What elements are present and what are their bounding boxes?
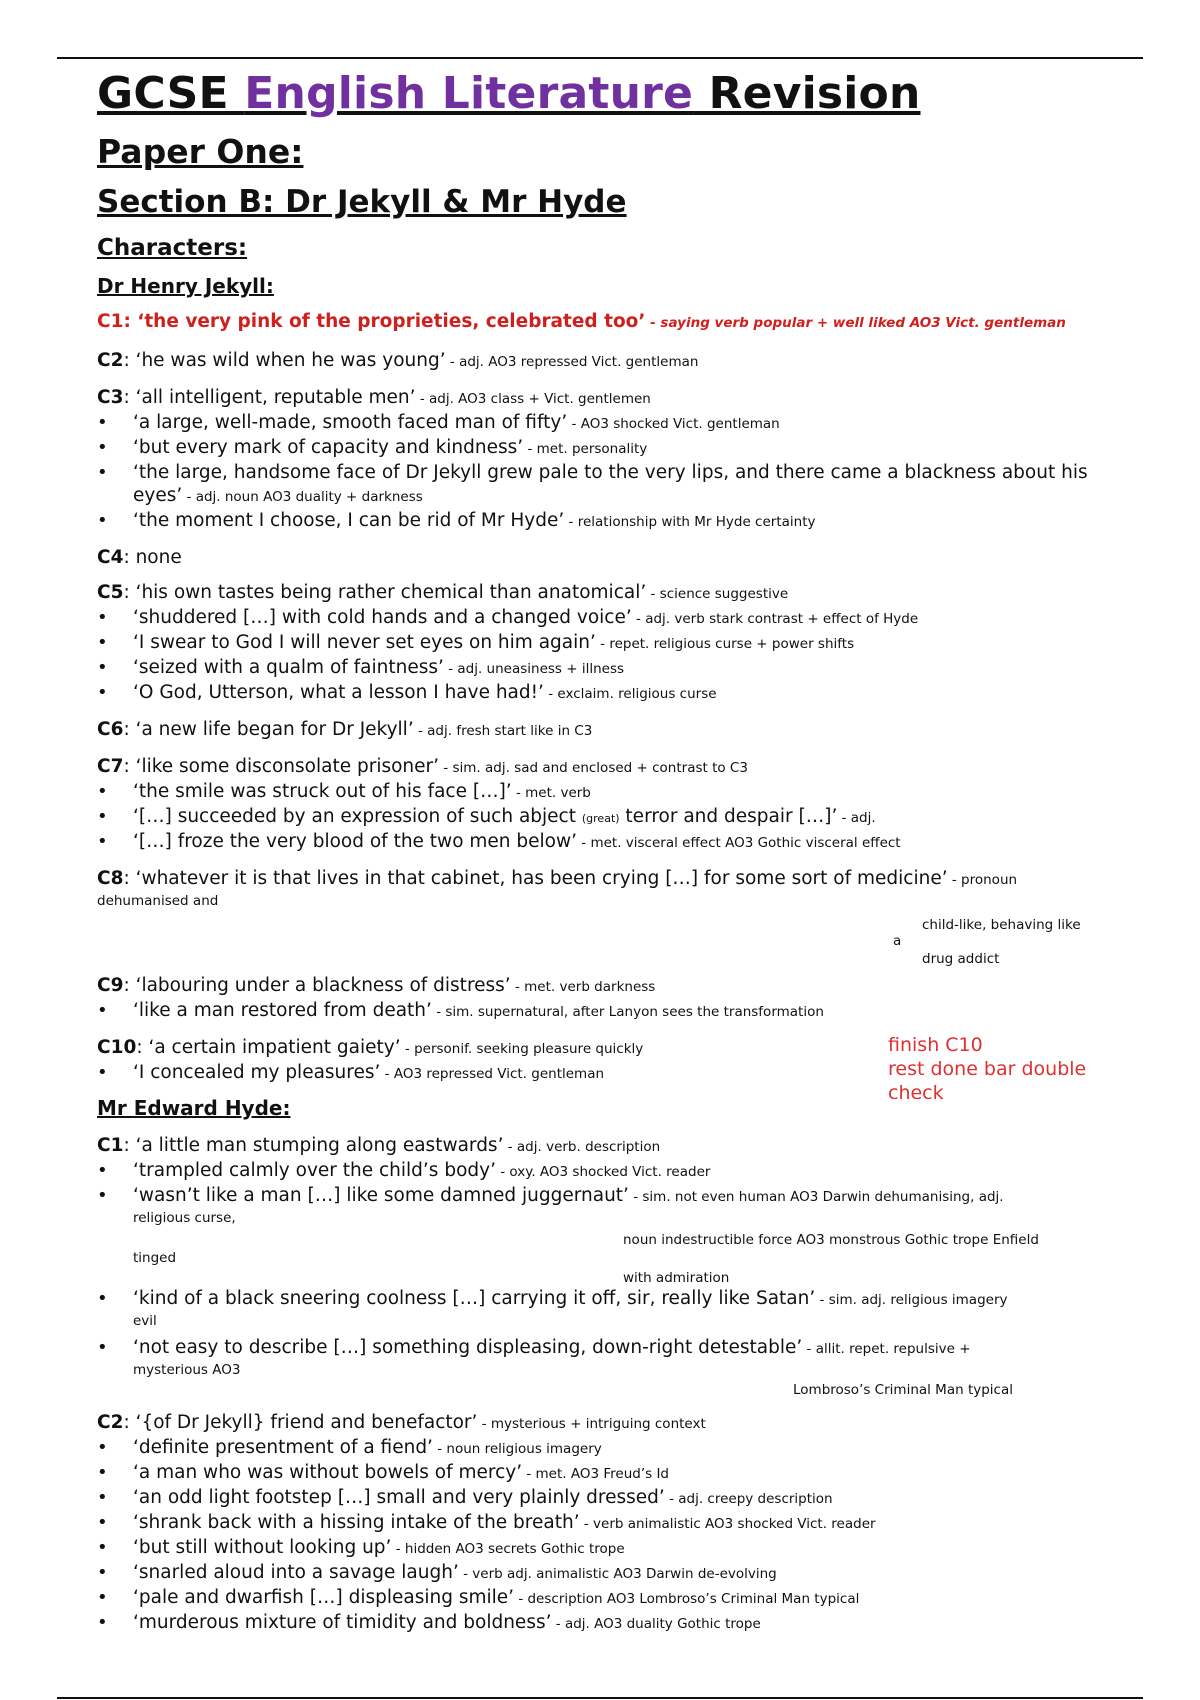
jekyll-c7-bullets <box>97 780 1107 855</box>
list-item: • ‘a man who was without bowels of mercy’ - met. AO3 Freud’s Id <box>97 1461 1107 1486</box>
list-item: • ‘murderous mixture of timidity and boldness’ - adj. AO3 duality Gothic trope <box>97 1611 1107 1636</box>
jekyll-c5-bullets <box>97 606 1107 706</box>
list-item: • ‘trampled calmly over the child’s body’ - oxy. AO3 shocked Vict. reader <box>97 1159 1107 1184</box>
list-item: • ‘seized with a qualm of faintness’ - adj. uneasiness + illness <box>97 656 1107 681</box>
jekyll-c9-bullets <box>97 999 1107 1024</box>
hyde-c1-b2-right2: with admiration <box>623 1270 730 1286</box>
list-item: • ‘like a man restored from death’ - sim. supernatural, after Lanyon sees the transformation <box>97 999 1107 1024</box>
list-item: • ‘shuddered […] with cold hands and a changed voice’ - adj. verb stark contrast + effect of Hyde <box>97 606 1107 631</box>
jekyll-c4: C4: none <box>97 547 182 568</box>
document-title: GCSE English Literature Revision <box>97 68 921 119</box>
jekyll-c9: C9: ‘labouring under a blackness of distress’ - met. verb darkness <box>97 975 656 996</box>
jekyll-c1: C1: ‘the very pink of the proprieties, celebrated too’ - saying verb popular + well liked AO3 Vict. gentleman <box>97 311 1066 332</box>
hyde-heading: Mr Edward Hyde: <box>97 1096 291 1120</box>
jekyll-c3-bullets <box>97 411 1107 534</box>
hyde-c1-b3-line2: evil <box>133 1313 157 1329</box>
list-item: • ‘but every mark of capacity and kindness’ - met. personality <box>97 436 1107 461</box>
document-body <box>97 66 1107 1636</box>
jekyll-c7: C7: ‘like some disconsolate prisoner’ - sim. adj. sad and enclosed + contrast to C3 <box>97 756 748 777</box>
list-item: • ‘snarled aloud into a savage laugh’ - verb adj. animalistic AO3 Darwin de-evolving <box>97 1561 1107 1586</box>
list-item: • ‘shrank back with a hissing intake of the breath’ - verb animalistic AO3 shocked Vict. reader <box>97 1511 1107 1536</box>
list-item: • ‘[…] succeeded by an expression of such abject (great) terror and despair […]’ - adj. <box>97 805 1107 830</box>
list-item: • ‘the moment I choose, I can be rid of Mr Hyde’ - relationship with Mr Hyde certainty <box>97 509 1107 534</box>
jekyll-c8-line2: dehumanised and <box>97 893 219 909</box>
list-item: • ‘the large, handsome face of Dr Jekyll grew pale to the very lips, and there came a blackness about his eyes’ - adj. noun AO3 duality + darkness <box>97 461 1107 509</box>
jekyll-c2: C2: ‘he was wild when he was young’ - adj. AO3 repressed Vict. gentleman <box>97 350 699 371</box>
list-item: • ‘wasn’t like a man […] like some damned juggernaut’ - sim. not even human AO3 Darwin dehumanising, adj. religious curse, noun indestructible force AO3 monstrous Gothic trope Enfield tinged with admiration <box>97 1184 1107 1287</box>
side-note-line: check <box>888 1082 944 1099</box>
hyde-c1-b2-line3: tinged <box>133 1250 177 1266</box>
jekyll-c5: C5: ‘his own tastes being rather chemical than anatomical’ - science suggestive <box>97 582 789 603</box>
hyde-c1-b4-right1: Lombroso’s Criminal Man typical <box>793 1382 1014 1398</box>
section-heading: Section B: Dr Jekyll & Mr Hyde <box>97 184 627 220</box>
list-item: • ‘but still without looking up’ - hidden AO3 secrets Gothic trope <box>97 1536 1107 1561</box>
list-item: • ‘a large, well-made, smooth faced man of fifty’ - AO3 shocked Vict. gentleman <box>97 411 1107 436</box>
list-item: • ‘[…] froze the very blood of the two men below’ - met. visceral effect AO3 Gothic visceral effect <box>97 830 1107 855</box>
list-item: • ‘O God, Utterson, what a lesson I have had!’ - exclaim. religious curse <box>97 681 1107 706</box>
hyde-c1: C1: ‘a little man stumping along eastwards’ - adj. verb. description <box>97 1135 661 1156</box>
list-item: • ‘I swear to God I will never set eyes on him again’ - repet. religious curse + power shifts <box>97 631 1107 656</box>
hyde-c2-bullets <box>97 1436 1107 1636</box>
top-rule <box>57 57 1143 59</box>
side-note <box>888 1033 1128 1099</box>
side-note-line: finish C10 <box>888 1034 983 1056</box>
hyde-c1-bullets <box>97 1159 1107 1399</box>
hyde-c2: C2: ‘{of Dr Jekyll} friend and benefactor’ - mysterious + intriguing context <box>97 1412 706 1433</box>
hyde-c1-b4-line2: mysterious AO3 <box>133 1362 241 1378</box>
list-item: • ‘I concealed my pleasures’ - AO3 repressed Vict. gentleman <box>97 1061 1107 1086</box>
list-item: • ‘kind of a black sneering coolness […] carrying it off, sir, really like Satan’ - sim. adj. religious imagery evil <box>97 1287 1107 1330</box>
list-item: • ‘pale and dwarfish […] displeasing smile’ - description AO3 Lombroso’s Criminal Man typical <box>97 1586 1107 1611</box>
jekyll-c8-right2: drug addict <box>922 951 1000 967</box>
jekyll-c8-a: a <box>893 933 902 949</box>
jekyll-c6: C6: ‘a new life began for Dr Jekyll’ - adj. fresh start like in C3 <box>97 719 593 740</box>
jekyll-c8: C8: ‘whatever it is that lives in that cabinet, has been crying […] for some sort of medicine’ - pronoun <box>97 868 1018 889</box>
jekyll-heading: Dr Henry Jekyll: <box>97 274 274 298</box>
hyde-c1-b2-line2: religious curse, <box>133 1210 236 1226</box>
jekyll-c3: C3: ‘all intelligent, reputable men’ - adj. AO3 class + Vict. gentlemen <box>97 387 651 408</box>
list-item: • ‘definite presentment of a fiend’ - noun religious imagery <box>97 1436 1107 1461</box>
list-item: • ‘not easy to describe […] something displeasing, down-right detestable’ - allit. repet. repulsive + mysterious AO3 Lombroso’s Criminal Man typical <box>97 1336 1107 1399</box>
jekyll-c8-continuation <box>97 910 1107 967</box>
hyde-c1-b2-right1: noun indestructible force AO3 monstrous Gothic trope Enfield <box>623 1232 1039 1248</box>
jekyll-c10: C10: ‘a certain impatient gaiety’ - personif. seeking pleasure quickly <box>97 1037 644 1058</box>
side-note-line: rest done bar double <box>888 1058 1087 1080</box>
list-item: • ‘an odd light footstep […] small and very plainly dressed’ - adj. creepy description <box>97 1486 1107 1511</box>
list-item: • ‘the smile was struck out of his face […]’ - met. verb <box>97 780 1107 805</box>
paper-heading: Paper One: <box>97 132 304 171</box>
characters-heading: Characters: <box>97 235 248 261</box>
bottom-rule <box>57 1697 1143 1699</box>
jekyll-c8-right1: child-like, behaving like <box>922 917 1081 933</box>
